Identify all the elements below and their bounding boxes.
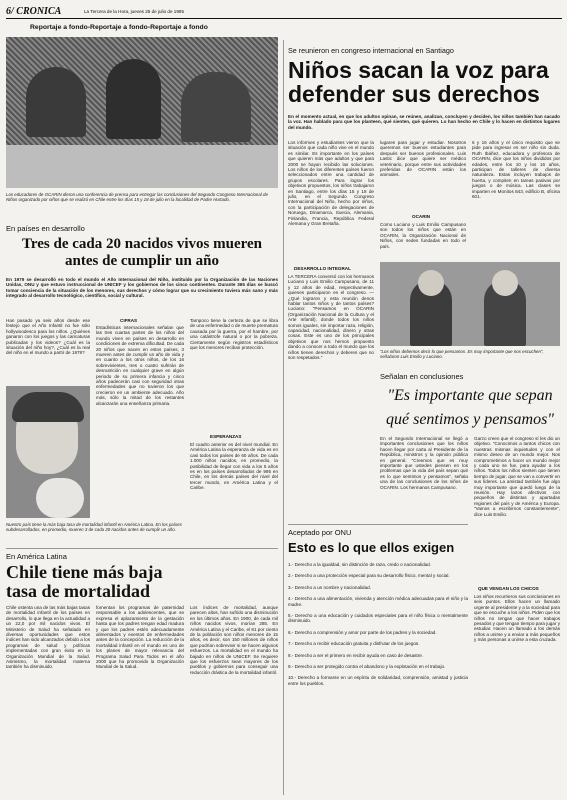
importante-col2: Garzo creen que el congreso sí les dio un objetivo. "Conocimos a tantos chicos con nuestras mismas inquietudes y con el mismo deseo de un mundo mejor. Nos comprometimos a hacer un mundo mejor y cada uno se fue, para ayudar a los niños. Todos los niños sienten que tienen tiempo de jugar, que se van a convertir en sus líderes. La amistad también fue algo muy importante que quedó luego de la reunión. Hay lazos afectivos con pequeños de distintas y apartadas regiones del país y de América y Europa. "Vamos a escribirnos constantemente", dice Luis Emilio. xyxy=(474,436,560,517)
importante-col2b: Los niños recurrieron sus conclusiones en seis puntos. Ellos hacen un llamado urgente al presidente y a la sociedad para que se escuche a los niños. Piden que los niños no tengan que hacer trabajos pesados y que tengan tiempo para jugar y estudiar. Hacen un llamado a los demás niños a unirse y a enviar a más pequeños y más personas a unirse a esta cruzada. xyxy=(474,594,560,643)
chile-col2: fomentan los programas de paternidad responsable a los adolescentes, que se expresa el aplazamiento de la gestación hasta que los padres tengan edad madura y que los padres estén adecuadamente alimentados y exentos de enfermedades antes de la concepción. La reducción de la mortalidad infantil en el mundo es uno de los planes de mayor relevancia del Programa Salud Para Todos en el año 2000 que ha promovido la Organización Mundial de la Salud. xyxy=(96,605,184,670)
ninos-col3: 6 y 16 años y el único requisito que se pide para ingresar es ser niño sin duda. Ruth Ibáñez, educadora y profesora de OCARIN, dice que los niños divididos por edades, entre los 10 y los 16 años, participan de talleres de diversa naturaleza. Estas incluyen trabajos de huerta, y compiten en tareas pasivas por juegos o de música. Las clases se imparten en Monitos 843, edificio B, oficina 601. xyxy=(472,140,560,200)
vengan-title: QUE VENGAN LOS CHICOS xyxy=(478,586,539,591)
press-conference-caption: Los educadores de OCARIN dieron una conferencia de prensa para entregar las conclusiones del Segundo Congreso Internacional de Niños organizado por niños que se realizó en Chile entre los días 15 y 18 de julio en la localidad de Padre Hurtado. xyxy=(6,192,268,203)
child-photo xyxy=(6,386,90,518)
desarrollo-title: DESARROLLO INTEGRAL xyxy=(294,266,351,271)
derecho-item: 4.- Derecho a una alimentación, vivienda y atención médica adecuadas para el niño y la madre. xyxy=(288,596,468,607)
derecho-item: 7.- Derecho a recibir educación gratuita y disfrutar de los juegos. xyxy=(288,641,420,647)
esperanzas-title: ESPERANZAS xyxy=(210,434,242,439)
ocarin-title: OCARIN xyxy=(412,214,431,219)
section-divider xyxy=(288,524,468,525)
chile-col1: Chile ostenta una de las más bajas tasas de mortalidad infantil de los países en desarrollo, lo que llega en la actualidad a un 22,0 por mil nacidos vivos. El Ministerio de Salud ha señalado en diversas oportunidades que estos índices han sido alcanzados debido a los programas de salud y políticas implementadas con gran éxito en la Organización Mundial de la Salud. Asimismo, la mortalidad materna también ha disminuido. xyxy=(6,605,90,670)
tres-lead: En 1979 se desarrolló en todo el mundo el Año Internacional del Niño, instituido por la Organización de las Naciones Unidas, ONU y que estuvo instruccional de UNICEF y los gobiernos de los cinco continentes. Durante 365 días se buscó tomar conciencia de la situación de los menores, sus derechos y cómo lograr que su crecimiento tuviera más sano y más integrado al desarrollo tecnológico, científico, social y cultural. xyxy=(6,277,278,299)
ninos-col1b: LA TERCERA conversó con los hermanos Luciano y Luis Emilio Campusano, de 11 y 12 años de edad, respectivamente, quienes participaron en el congreso. —¿Qué lograron y esta reunión denos hablar tantos niños y de tantos países? Luciano: "Pensamos en OCARIN (Organización Nacional de la Cultura y el Arte Infantil), donde todos los niños somos iguales, sin importar raza, religión, capacidad, nacionalidad, dinero y otras cosas. Este es uno de los principales objetivos que nos hemos propuesto dando a conocer a todo el mundo que los niños tienen derechos y deberes que no son respetados." xyxy=(288,274,374,361)
section-title: 6/ CRONICA xyxy=(6,6,62,17)
masthead-rule xyxy=(6,18,562,19)
importante-col1: En el Segundo Internacional se llegó a importantes conclusiones que los niños hacen llegar por carta al Presidente de la República, ministros y la opinión pública en general. "Creemos que es muy importante que ustedes piensen en los problemas que la vida del país sepan qué es lo que sentimos y pensamos", señala una de las conclusiones de los niños de OCARIN. Los hermanos Campusano. xyxy=(380,436,468,490)
ninos-headline: Niños sacan la voz para defender sus derechos xyxy=(288,57,549,107)
derechos-list xyxy=(288,562,468,796)
tres-section-label: En países en desarrollo xyxy=(6,224,85,233)
derecho-item: 9.- Derecho a ser protegido contra el abandono y la explotación en el trabajo. xyxy=(288,664,446,670)
derecho-item: 1.- Derecho a la igualdad, sin distinción de raza, credo o nacionalidad. xyxy=(288,562,432,567)
tres-col3: Tampoco tiene la certeza de que se libra de una enfermedad o de muerte prematura causada por la guerra, por el hambre, por una catástrofe natural o por la pobreza. Ciertamente según registros estadísticos que los menores reciban protección. xyxy=(190,318,278,351)
tres-col2: Estadísticas internacionales señalan que las tres cuartas partes de los niños del mundo viven en países en desarrollo en condiciones de extrema dificultad. De cada 20 niños que nacen en estos países, 3 mueren antes de cumplir un año de vida y en cuanto a los otros niños, de los 16 sobrevivientes, tres o cuatro sufrirán de desnutrición en cualquier grave en algún periodo de su primera infancia y cinco años padecerán casi con seguridad otras enfermedades que no tuvieron los que crecieron en un ambiente adecuado. Año más, sólo la mitad de los restantes alcanzarán una enseñanza primaria. xyxy=(96,325,184,406)
derecho-item: 2.- Derecho a una protección especial para su desarrollo físico, mental y social. xyxy=(288,573,450,579)
column-divider xyxy=(283,40,284,795)
chile-section-label: En América Latina xyxy=(6,552,67,561)
section-divider xyxy=(6,548,278,549)
derecho-item: 10.- Derecho a formarse en un espíritu de solidaridad, comprensión, amistad y justicia entre los pueblos. xyxy=(288,675,468,686)
derechos-headline: Esto es lo que ellos exigen xyxy=(288,540,455,555)
importante-headline: "Es importante que sepan qué sentimos y pensamos" xyxy=(385,387,555,428)
ninos-col1: Los informes y estudiantes vieron que la situación que cada niño vive en el mundo es similar. Es importante en los países que quieren más que adultos y que para 2000 se hayan recibido las soluciones. Los niños de los diferentes países fueron seleccionados entre una cantidad de grupos escolares. Para lograr los objetivos propuestos, los niños trabajaron en Santiago, entre los días 15 y 18 de julio, en el Segundo Congreso Internacional del Niño, hecho por niños, con la participación de delegaciones de Noruega, Dinamarca, Suecia, Alemania, Finlandia, Francia, República Federal Alemana y Gran Bretaña. xyxy=(288,140,374,227)
section-kicker: Reportaje a fondo-Reportaje a fondo-Reportaje a fondo xyxy=(30,24,208,31)
tres-headline: Tres de cada 20 nacidos vivos mueren antes de cumplir un año xyxy=(21,236,262,269)
tres-col1: Han pasado ya seis años desde ese festejo que el Año Infantil no fue sólo hollywoodesco para los niños. ¿Quiénes ganaron con los juegos y las caricaturas publicadas y los videos? ¿Cuál es la situación del niño hoy?, ¿Cuál es la real del niño en el mundo a partir de 1979? xyxy=(6,318,90,356)
derecho-item: 6.- Derecho a comprensión y amor por parte de los padres y la sociedad. xyxy=(288,629,437,635)
derechos-section-label: Aceptado por ONU xyxy=(288,528,352,537)
ninos-kicker: Se reunieron en congreso internacional en Santiago xyxy=(288,46,454,55)
dateline: La Tercera de la Hora, jueves 25 de julio de 1985 xyxy=(84,9,185,14)
boys-photo xyxy=(380,262,560,346)
chile-col3: Los índices de mortalidad, aunque parecen altos, han sufrido una disminución en los últimos años. En 1900, de cada mil niños nacidos vivos, morían 285. En América Latina y el Caribe, el 81 por ciento de la población son niños menores de 15 años, es decir, son 150 millones de niños que podrían sobrevivir si se hacen algunos esfuerzos. La mortalidad en el mundo ha bajado en niños de UNICEF. Se requiere que los esfuerzos sean mayores de los pueblos y gobiernos para conseguir una reducción drástica de la mortalidad infantil. xyxy=(190,605,278,675)
ninos-lead: En el momento actual, en que los adultos opinan, se reúnen, analizan, concluyen y deciden, los niños también han sacado la voz. Han hablado para que los planteen, qué sienten, qué quieren. Lo han hecho en Chile y lo hacen en distintos lugares del mundo. xyxy=(288,114,560,130)
ninos-col2: lugares para jugar y estudiar. Nosotros queremos ser buenos estudiantes para después ser buenos profesionales. Luis Lastic dice que quiere ser médico veterinario, porque entre sus actividades preferidas de OCARIN están los animales. xyxy=(380,140,466,178)
ninos-col2b: Como Luciano y Luis Emilio Campusano son todos los niños que están en OCARIN, la Organización Nacional de Niños, con sedes fundadas en todo el país. xyxy=(380,222,466,249)
derecho-item: 5.- Derecho a una educación y cuidados especiales para el niño física o mentalmente disminuido. xyxy=(288,613,468,624)
boys-photo-caption: "Los niños debemos decir lo que pensamos. Es muy importante que nos escuchen", señalaron Luis Emilio y Luciano. xyxy=(380,349,544,360)
press-conference-photo xyxy=(6,37,278,188)
child-photo-caption: Nuestro país tiene la más baja tasa de mortalidad infantil en América Latina. En los países subdesarrollados, en promedio, mueren 3 de cada 20 nacidos antes de cumplir un año. xyxy=(6,522,182,533)
importante-section-label: Señalan en conclusiones xyxy=(380,372,464,381)
derecho-item: 8.- Derecho a ser el primero en recibir ayuda en caso de desastre. xyxy=(288,652,424,658)
tres-col3b: El cuadro anterior es del nivel mundial. En América Latina la esperanza de vida es en casi todos los países de 60 años. De cada 1.000 niños nacidos, en promedio, la posibilidad de llegar con vida a los 5 años es en los países desarrollados de 995 en Chile, en los demás países del nivel del tercer mundo, en América Latina y el Caribe. xyxy=(190,442,278,491)
cifras-title: CIFRAS xyxy=(120,318,138,323)
derecho-item: 3.- Derecho a un nombre y nacionalidad. xyxy=(288,584,371,590)
chile-headline: Chile tiene más baja tasa de mortalidad xyxy=(6,562,163,601)
